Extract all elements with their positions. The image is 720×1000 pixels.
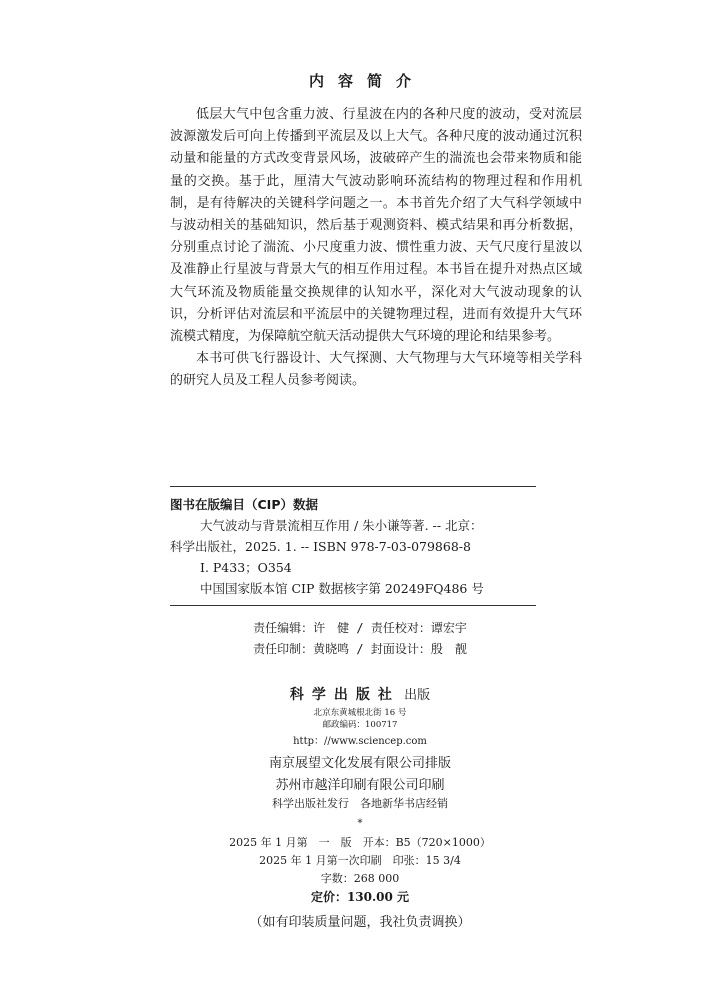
publisher-postcode: 邮政编码：100717 [322,720,398,730]
cip-block [170,486,536,606]
price-label: 定价：130.00 元 [310,890,410,904]
page-title: 内容简介 [308,72,425,90]
separator-star: * [357,818,363,829]
publisher-suffix: 出版 [404,688,431,703]
cip-line-title: 大气波动与背景流相互作用 / 朱小谦等著. -- 北京： [200,518,483,533]
editor-credits [0,618,720,660]
publisher-logo-text: 科学出版社 [289,687,400,703]
intro-body [170,104,582,393]
printer-line: 苏州市越洋印刷有限公司印刷 [275,778,445,793]
publisher-address: 北京东黄城根北街 16 号 [313,708,407,718]
quality-note: （如有印装质量问题，我社负责调换） [249,915,471,930]
intro-paragraph-1: 低层大气中包含重力波、行星波在内的各种尺度的波动，受对流层波源激发后可向上传播到平流层及以上大气。各种尺度的波动通过沉积动量和能量的方式改变背景风场，波破碎产生的湍流也会带来物质和能量的交换。基于此，厘清大气波动影响环流结构的物理过程和作用机制，是有待解决的关键科学问题之一。本书首先介绍了大气科学领域中与波动相关的基础知识，然后基于观测资料、模式结果和再分析数据，分别重点讨论了湍流、小尺度重力波、惯性重力波、天气尺度行星波以及准静止行星波与背景大气的相互作用过程。本书旨在提升对热点区域大气环流及物质能量交换规律的认知水平，深化对大气波动现象的认识，分析评估对流层和平流层中的关键物理过程，进而有效提升大气环流模式精度，为保障航空航天活动提供大气环境的理论和结果参考。 [170,107,582,345]
typeset-line: 南京展望文化发展有限公司排版 [268,756,451,771]
publisher-website: http：//www.sciencep.com [293,736,427,747]
cip-line-record: 中国国家版本馆 CIP 数据核字第 20249FQ486 号 [200,581,484,596]
edition-line-3: 字数：268 000 [320,872,400,885]
cip-line-isbn: 科学出版社，2025. 1. -- ISBN 978-7-03-079868-8 [170,539,471,554]
edition-info [0,834,720,888]
cip-heading: 图书在版编目（CIP）数据 [170,497,318,512]
publisher-line [0,684,720,704]
credits-line-1: 责任编辑：许 健 / 责任校对：谭宏宇 [253,621,467,635]
intro-paragraph-2: 本书可供飞行器设计、大气探测、大气物理与大气环境等相关学科的研究人员及工程人员参考阅读。 [170,351,582,389]
cip-line-classification: Ⅰ. P433；O354 [200,560,292,575]
edition-line-1: 2025 年 1 月第 一 版 开本：B5（720×1000） [229,836,491,849]
distribution-line: 科学出版社发行 各地新华书店经销 [272,797,448,810]
edition-line-2: 2025 年 1 月第一次印刷 印张：15 3/4 [259,854,461,867]
credits-line-2: 责任印制：黄晓鸣 / 封面设计：殷 靓 [253,642,467,656]
